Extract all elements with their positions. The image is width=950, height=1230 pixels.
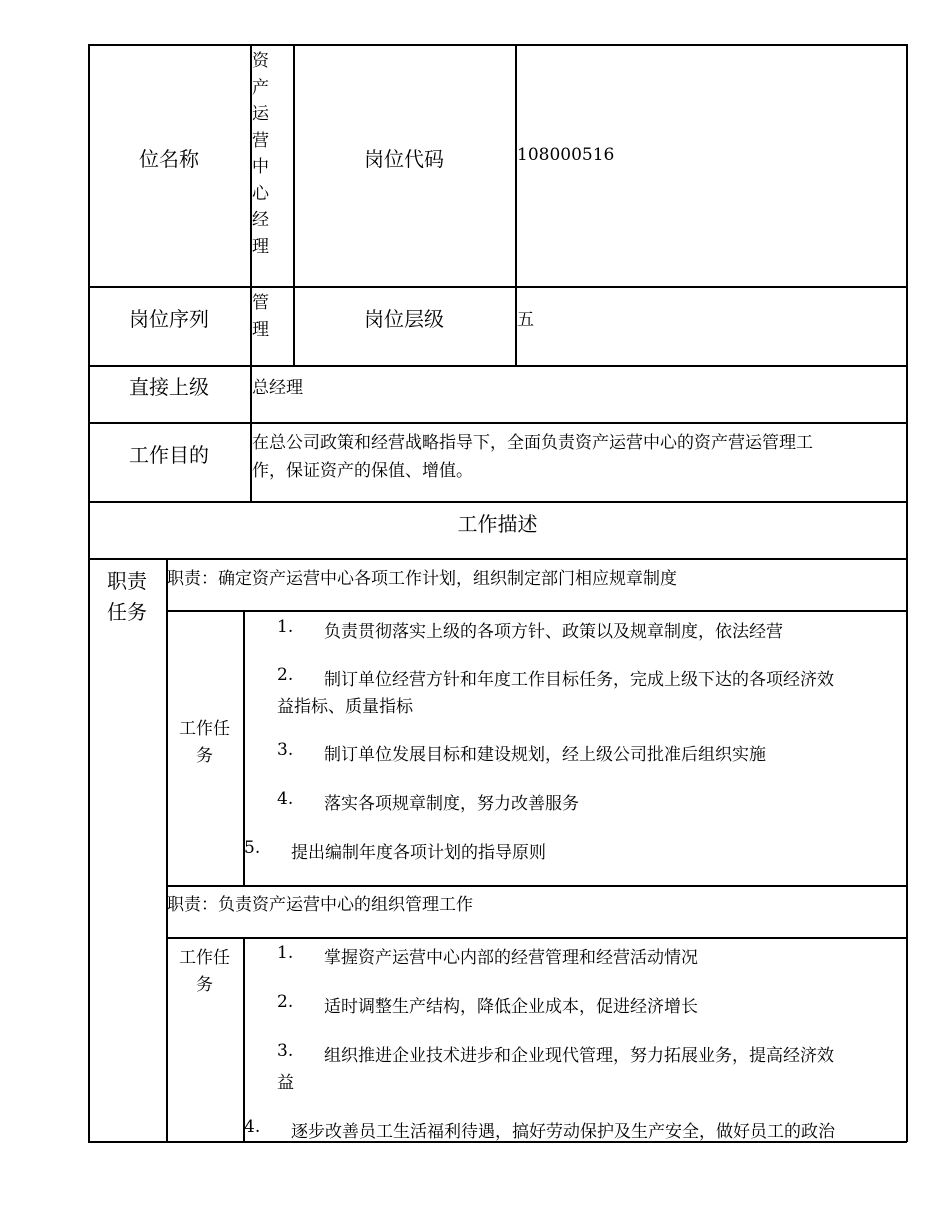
list-item-text: 负责贯彻落实上级的各项方针、政策以及规章制度，依法经营	[324, 622, 783, 642]
list-item-text-cont: 益	[277, 1073, 294, 1093]
list-item-number: 4.	[244, 1117, 261, 1137]
list-item-number: 1.	[277, 617, 294, 637]
row-divider	[166, 610, 907, 612]
duties-label-line-1: 职责	[107, 569, 147, 593]
list-item-text: 掌握资产运营中心内部的经营管理和经营活动情况	[324, 948, 698, 968]
list-item-number: 2.	[277, 665, 294, 685]
table-border-top	[88, 44, 907, 46]
list-item-number: 2.	[277, 992, 294, 1012]
list-item-text: 组织推进企业技术进步和企业现代管理，努力拓展业务，提高经济效	[324, 1046, 834, 1066]
position-name-value: 资 产 运 营 中 心 经 理	[252, 51, 269, 257]
column-divider	[166, 558, 168, 1142]
list-item-text-cont: 益指标、质量指标	[277, 697, 413, 717]
list-item-text: 适时调整生产结构，降低企业成本，促进经济增长	[324, 997, 698, 1017]
position-code-value: 108000516	[517, 145, 615, 165]
list-item-number: 5.	[244, 838, 261, 858]
list-item-text: 制订单位发展目标和建设规划，经上级公司批准后组织实施	[324, 745, 766, 765]
section-title: 工作描述	[457, 512, 538, 536]
column-divider	[243, 937, 245, 1142]
row-divider	[88, 558, 907, 560]
row-divider	[88, 286, 907, 288]
duty-1-task-label-line-2: 务	[196, 746, 213, 766]
work-purpose-line-1: 在总公司政策和经营战略指导下，全面负责资产运营中心的资产营运管理工	[252, 433, 813, 453]
work-purpose-label: 工作目的	[129, 443, 209, 467]
position-sequence-label: 岗位序列	[129, 307, 209, 331]
table-border-right	[906, 44, 908, 1142]
position-name-label: 位名称	[139, 147, 199, 171]
position-code-label: 岗位代码	[364, 147, 444, 171]
work-purpose-line-2: 作，保证资产的保值、增值。	[252, 461, 473, 481]
duty-1-title: 职责：确定资产运营中心各项工作计划，组织制定部门相应规章制度	[167, 569, 677, 589]
list-item-text: 制订单位经营方针和年度工作目标任务，完成上级下达的各项经济效	[324, 670, 834, 690]
list-item-number: 3.	[277, 1041, 294, 1061]
position-level-value: 五	[517, 310, 534, 330]
position-level-label: 岗位层级	[364, 307, 444, 331]
direct-superior-value: 总经理	[252, 378, 303, 398]
list-item-text: 提出编制年度各项计划的指导原则	[291, 843, 546, 863]
duty-2-task-label-line-2: 务	[196, 975, 213, 995]
position-sequence-value: 管 理	[252, 293, 269, 340]
row-divider	[166, 885, 907, 887]
duties-label-line-2: 任务	[107, 600, 147, 624]
duty-2-task-label-line-1: 工作任	[179, 948, 230, 968]
list-item-number: 4.	[277, 789, 294, 809]
row-divider	[88, 365, 907, 367]
direct-superior-label: 直接上级	[129, 375, 209, 399]
list-item-number: 1.	[277, 943, 294, 963]
row-divider	[88, 422, 907, 424]
list-item-text: 落实各项规章制度，努力改善服务	[324, 794, 579, 814]
row-divider	[166, 937, 907, 939]
duty-2-title: 职责：负责资产运营中心的组织管理工作	[167, 895, 473, 915]
list-item-text: 逐步改善员工生活福利待遇，搞好劳动保护及生产安全，做好员工的政治	[291, 1122, 835, 1142]
row-divider	[88, 501, 907, 503]
duty-1-task-label-line-1: 工作任	[179, 719, 230, 739]
list-item-number: 3.	[277, 740, 294, 760]
